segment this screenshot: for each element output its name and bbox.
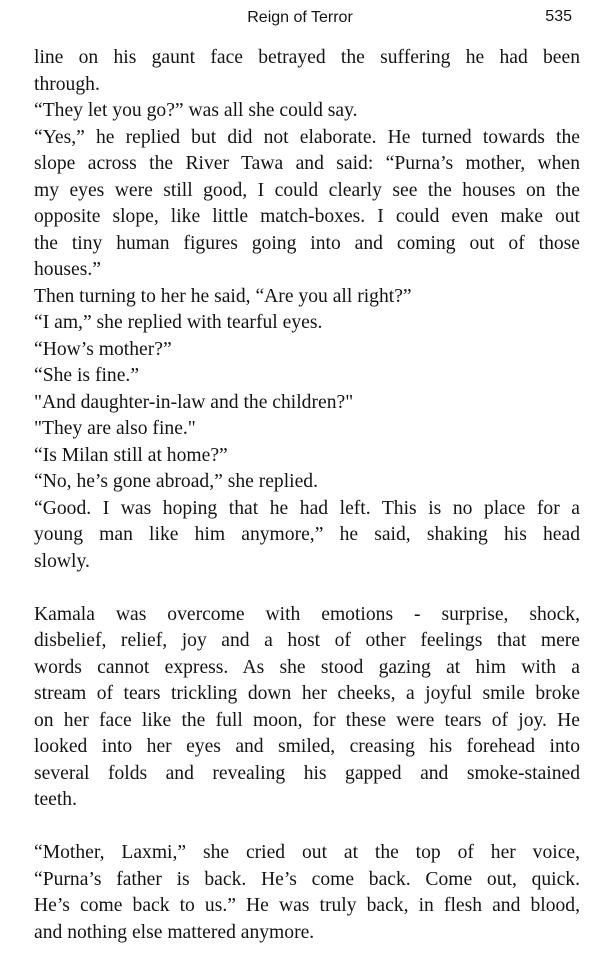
text-line: “No, he’s gone abroad,” she replied. <box>34 471 319 492</box>
text-line: Kamala was overcome with emotions - surprise, shock, <box>34 603 580 625</box>
running-title: Reign of Terror <box>247 9 353 26</box>
text-line: slowly. <box>34 550 90 572</box>
text-line: stream of tears trickling down her cheeks, a joyful smile broke <box>34 683 580 704</box>
text-line: and nothing else mattered anymore. <box>34 921 315 943</box>
text-line: “I am,” she replied with tearful eyes. <box>34 312 323 333</box>
text-line: young man like him anymore,” he said, shaking his head <box>34 524 580 545</box>
text-line: “Is Milan still at home?” <box>34 444 228 466</box>
text-line: the tiny human figures going into and coming out of those <box>34 232 580 254</box>
text-line: "And daughter-in-law and the children?" <box>34 391 354 413</box>
text-line: “Mother, Laxmi,” she cried out at the top of her voice, <box>34 842 580 863</box>
paragraph-break <box>34 575 580 602</box>
text-line: houses.” <box>34 259 101 280</box>
text-line: “Good. I was hoping that he had left. This is no place for a <box>34 497 580 519</box>
text-line: Then turning to her he said, “Are you all right?” <box>34 285 412 307</box>
text-line: teeth. <box>34 789 77 810</box>
text-line: words cannot express. As she stood gazing at him with a <box>34 656 580 678</box>
text-line: “How’s mother?” <box>34 338 172 360</box>
text-line: several folds and revealing his gapped and smoke-stained <box>34 762 580 784</box>
text-line: “They let you go?” was all she could say. <box>34 100 358 121</box>
body-text <box>34 45 580 946</box>
page-number: 535 <box>545 8 572 25</box>
text-line: “She is fine.” <box>34 365 140 386</box>
text-line: my eyes were still good, I could clearly see the houses on the <box>34 179 580 201</box>
text-line: “Purna’s father is back. He’s come back. Come out, quick. <box>34 868 580 890</box>
text-line: disbelief, relief, joy and a host of other feelings that mere <box>34 630 580 651</box>
paragraph-break <box>34 814 580 841</box>
text-line: "They are also fine." <box>34 418 196 439</box>
text-line: through. <box>34 73 100 95</box>
text-line: on her face like the full moon, for these were tears of joy. He <box>34 709 580 731</box>
text-line: “Yes,” he replied but did not elaborate. He turned towards the <box>34 126 580 148</box>
running-header <box>0 7 600 31</box>
text-line: looked into her eyes and smiled, creasing his forehead into <box>34 736 580 757</box>
text-line: slope across the River Tawa and said: “Purna’s mother, when <box>34 153 580 174</box>
text-line: opposite slope, like little match-boxes. I could even make out <box>34 206 580 227</box>
text-line: He’s come back to us.” He was truly back, in flesh and blood, <box>34 895 580 916</box>
text-line: line on his gaunt face betrayed the suffering he had been <box>34 47 580 68</box>
